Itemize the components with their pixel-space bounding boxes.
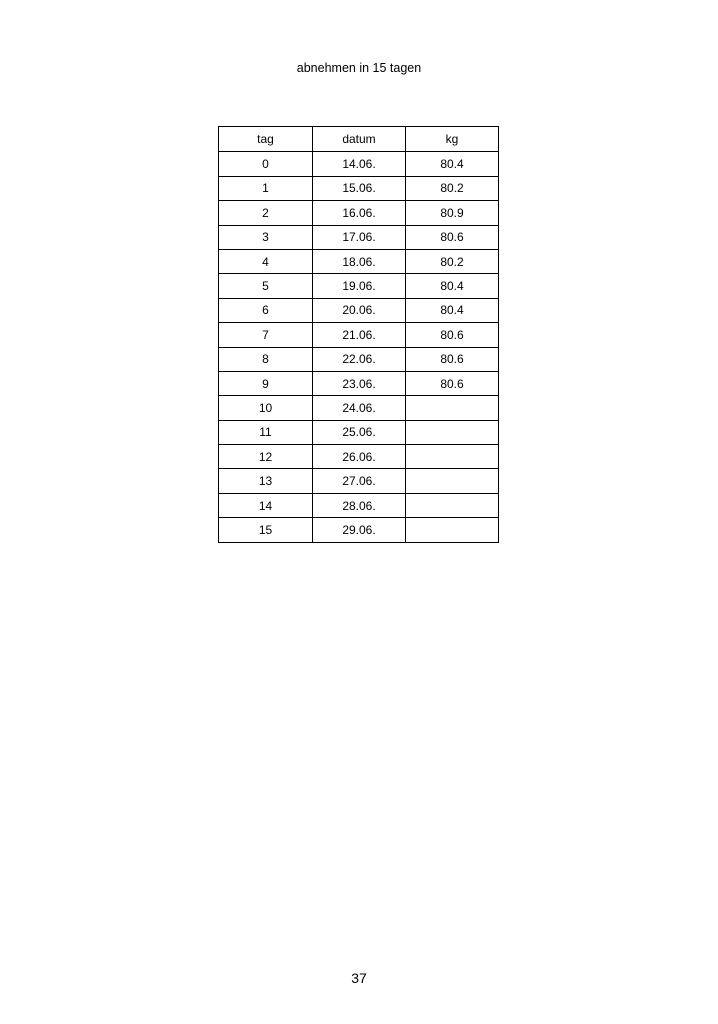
cell-datum: 27.06. bbox=[313, 469, 406, 493]
cell-tag: 13 bbox=[219, 469, 313, 493]
cell-datum: 24.06. bbox=[313, 396, 406, 420]
cell-datum: 18.06. bbox=[313, 249, 406, 273]
weight-table bbox=[218, 126, 499, 543]
cell-kg: 80.4 bbox=[406, 152, 499, 176]
cell-kg bbox=[406, 493, 499, 517]
cell-tag: 8 bbox=[219, 347, 313, 371]
table-row bbox=[219, 518, 499, 542]
cell-kg: 80.4 bbox=[406, 298, 499, 322]
cell-tag: 5 bbox=[219, 274, 313, 298]
cell-tag: 2 bbox=[219, 201, 313, 225]
table-row bbox=[219, 225, 499, 249]
cell-tag: 0 bbox=[219, 152, 313, 176]
cell-kg bbox=[406, 420, 499, 444]
table-row bbox=[219, 298, 499, 322]
cell-tag: 1 bbox=[219, 176, 313, 200]
column-header-tag: tag bbox=[219, 127, 313, 152]
page-number: 37 bbox=[351, 970, 367, 986]
cell-kg: 80.2 bbox=[406, 176, 499, 200]
cell-kg: 80.6 bbox=[406, 347, 499, 371]
cell-kg: 80.6 bbox=[406, 225, 499, 249]
table-row bbox=[219, 469, 499, 493]
table-row bbox=[219, 396, 499, 420]
cell-tag: 6 bbox=[219, 298, 313, 322]
cell-kg: 80.6 bbox=[406, 371, 499, 395]
cell-datum: 26.06. bbox=[313, 445, 406, 469]
cell-datum: 21.06. bbox=[313, 323, 406, 347]
cell-tag: 15 bbox=[219, 518, 313, 542]
cell-tag: 11 bbox=[219, 420, 313, 444]
cell-datum: 15.06. bbox=[313, 176, 406, 200]
cell-datum: 14.06. bbox=[313, 152, 406, 176]
table-row bbox=[219, 371, 499, 395]
cell-tag: 4 bbox=[219, 249, 313, 273]
cell-tag: 12 bbox=[219, 445, 313, 469]
table-row bbox=[219, 347, 499, 371]
cell-kg: 80.2 bbox=[406, 249, 499, 273]
table-row bbox=[219, 176, 499, 200]
table-row bbox=[219, 323, 499, 347]
cell-datum: 16.06. bbox=[313, 201, 406, 225]
cell-datum: 25.06. bbox=[313, 420, 406, 444]
table-row bbox=[219, 249, 499, 273]
table-header-row bbox=[219, 127, 499, 152]
table-row bbox=[219, 420, 499, 444]
table-body bbox=[219, 152, 499, 542]
cell-datum: 28.06. bbox=[313, 493, 406, 517]
cell-datum: 29.06. bbox=[313, 518, 406, 542]
cell-kg: 80.6 bbox=[406, 323, 499, 347]
cell-tag: 9 bbox=[219, 371, 313, 395]
cell-datum: 17.06. bbox=[313, 225, 406, 249]
cell-kg: 80.4 bbox=[406, 274, 499, 298]
cell-datum: 22.06. bbox=[313, 347, 406, 371]
cell-tag: 3 bbox=[219, 225, 313, 249]
cell-kg bbox=[406, 469, 499, 493]
cell-tag: 14 bbox=[219, 493, 313, 517]
cell-kg: 80.9 bbox=[406, 201, 499, 225]
table-row bbox=[219, 152, 499, 176]
column-header-datum: datum bbox=[313, 127, 406, 152]
table-row bbox=[219, 274, 499, 298]
table-row bbox=[219, 493, 499, 517]
cell-datum: 19.06. bbox=[313, 274, 406, 298]
cell-datum: 20.06. bbox=[313, 298, 406, 322]
cell-kg bbox=[406, 445, 499, 469]
cell-kg bbox=[406, 396, 499, 420]
cell-datum: 23.06. bbox=[313, 371, 406, 395]
column-header-kg: kg bbox=[406, 127, 499, 152]
cell-tag: 7 bbox=[219, 323, 313, 347]
table-row bbox=[219, 445, 499, 469]
document-title: abnehmen in 15 tagen bbox=[296, 61, 422, 75]
cell-kg bbox=[406, 518, 499, 542]
table-row bbox=[219, 201, 499, 225]
cell-tag: 10 bbox=[219, 396, 313, 420]
